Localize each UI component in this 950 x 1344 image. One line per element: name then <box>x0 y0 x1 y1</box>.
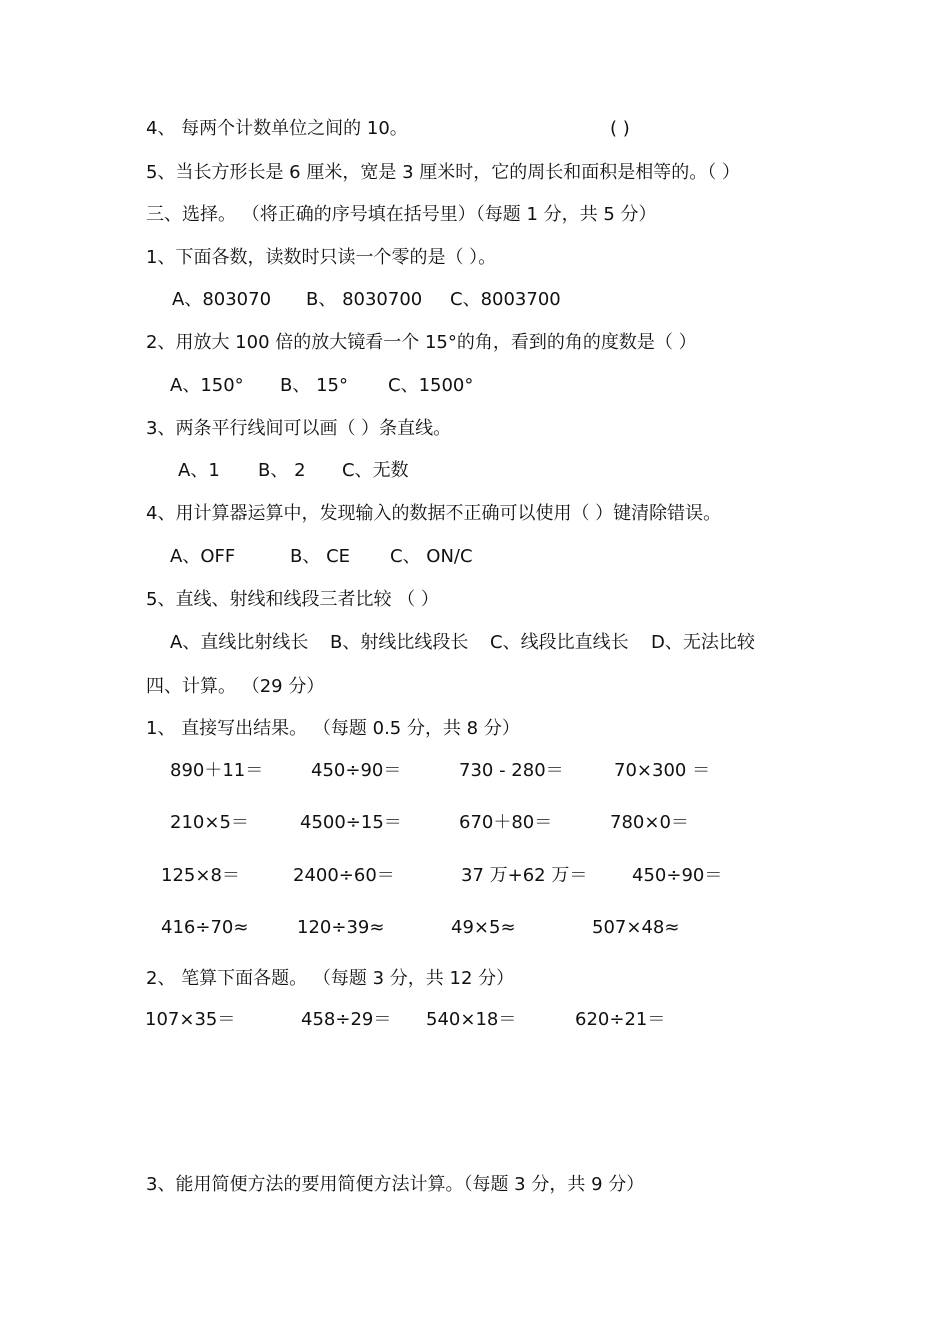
judge-question-4-text: 4、 每两个计数单位之间的 10。 <box>146 118 408 139</box>
oral-calc-item: 49×5≈ <box>451 917 516 938</box>
judge-question-4-blank: ( ) <box>610 118 630 139</box>
choice-1-option-a: A、803070 <box>172 289 272 310</box>
oral-calc-item: 120÷39≈ <box>297 917 385 938</box>
choice-2-option-a: A、150° <box>170 375 244 396</box>
choice-question-5: 5、直线、射线和线段三者比较 （ ） <box>146 589 439 610</box>
oral-calc-item: 416÷70≈ <box>161 917 249 938</box>
oral-calc-item: 450÷90＝ <box>632 865 723 886</box>
section-3-title: 三、选择。 （将正确的序号填在括号里）（每题 1 分，共 5 分） <box>146 204 657 225</box>
part-2-title: 2、 笔算下面各题。 （每题 3 分，共 12 分） <box>146 968 515 989</box>
oral-calc-item: 670＋80＝ <box>459 812 553 833</box>
part-1-title: 1、 直接写出结果。 （每题 0.5 分，共 8 分） <box>146 718 520 739</box>
choice-1-option-c: C、8003700 <box>450 289 561 310</box>
choice-4-option-c: C、 ON/C <box>390 546 473 567</box>
oral-calc-item: 37 万+62 万＝ <box>461 865 588 886</box>
oral-calc-item: 2400÷60＝ <box>293 865 395 886</box>
choice-question-3: 3、两条平行线间可以画（ ）条直线。 <box>146 418 452 439</box>
oral-calc-item: 70×300 ＝ <box>614 760 711 781</box>
choice-question-2: 2、用放大 100 倍的放大镜看一个 15°的角，看到的角的度数是（ ） <box>146 332 697 353</box>
part-3-title: 3、能用简便方法的要用简便方法计算。（每题 3 分，共 9 分） <box>146 1174 645 1195</box>
oral-calc-item: 730 - 280＝ <box>459 760 564 781</box>
oral-calc-item: 780×0＝ <box>610 812 689 833</box>
written-calc-item: 620÷21＝ <box>575 1009 666 1030</box>
judge-question-4 <box>146 117 408 141</box>
choice-5-option-a: A、直线比射线长 <box>170 632 309 653</box>
section-4-title: 四、计算。 （29 分） <box>146 676 325 697</box>
written-calc-item: 458÷29＝ <box>301 1009 392 1030</box>
choice-2-option-b: B、 15° <box>280 375 348 396</box>
choice-4-option-b: B、 CE <box>290 546 351 567</box>
choice-5-option-c: C、线段比直线长 <box>490 632 629 653</box>
oral-calc-item: 890＋11＝ <box>170 760 264 781</box>
choice-question-1: 1、下面各数，读数时只读一个零的是（ ）。 <box>146 247 497 268</box>
choice-3-option-c: C、无数 <box>342 460 409 481</box>
oral-calc-item: 507×48≈ <box>592 917 680 938</box>
oral-calc-item: 450÷90＝ <box>311 760 402 781</box>
choice-4-option-a: A、OFF <box>170 546 236 567</box>
oral-calc-item: 125×8＝ <box>161 865 240 886</box>
written-calc-item: 107×35＝ <box>145 1009 236 1030</box>
choice-question-4: 4、用计算器运算中，发现输入的数据不正确可以使用（ ）键清除错误。 <box>146 503 722 524</box>
judge-question-5: 5、当长方形长是 6 厘米，宽是 3 厘米时，它的周长和面积是相等的。（ ） <box>146 162 740 183</box>
oral-calc-item: 4500÷15＝ <box>300 812 402 833</box>
choice-5-option-b: B、射线比线段长 <box>330 632 469 653</box>
choice-2-option-c: C、1500° <box>388 375 474 396</box>
choice-3-option-a: A、1 <box>178 460 220 481</box>
oral-calc-item: 210×5＝ <box>170 812 249 833</box>
choice-1-option-b: B、 8030700 <box>306 289 423 310</box>
written-calc-item: 540×18＝ <box>426 1009 517 1030</box>
choice-3-option-b: B、 2 <box>258 460 306 481</box>
choice-5-option-d: D、无法比较 <box>651 632 755 653</box>
